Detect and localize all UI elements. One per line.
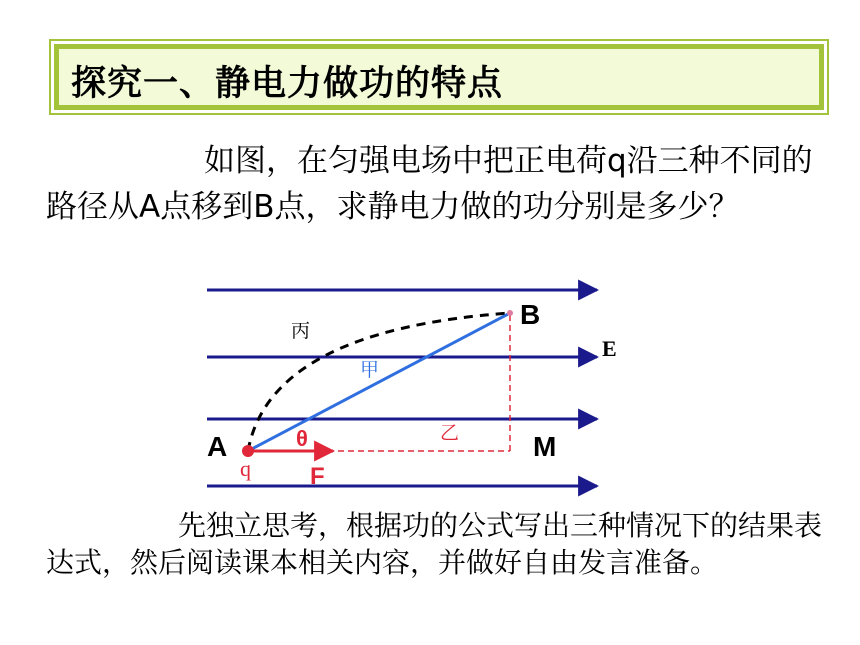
question-text: 如图，在匀强电场中把正电荷q沿三种不同的路径从A点移到B点，求静电力做的功分别是多少？: [46, 143, 813, 225]
instruction-paragraph: [46, 507, 826, 581]
instruction-text: 先独立思考，根据功的公式写出三种情况下的结果表达式，然后阅读课本相关内容，并做好自由发言准备。: [46, 509, 823, 579]
label-b: B: [520, 299, 541, 330]
label-q: q: [240, 456, 251, 481]
label-path-jia: 甲: [360, 359, 380, 381]
label-f: F: [310, 463, 325, 490]
label-m: M: [533, 431, 557, 462]
page-title: 探究一、静电力做功的特点: [71, 64, 504, 104]
label-theta: θ: [296, 426, 308, 451]
label-path-yi: 乙: [440, 422, 460, 444]
point-b-dot: [507, 310, 513, 316]
label-path-bing: 丙: [291, 320, 311, 342]
label-e: E: [602, 336, 617, 361]
label-a: A: [207, 431, 228, 462]
